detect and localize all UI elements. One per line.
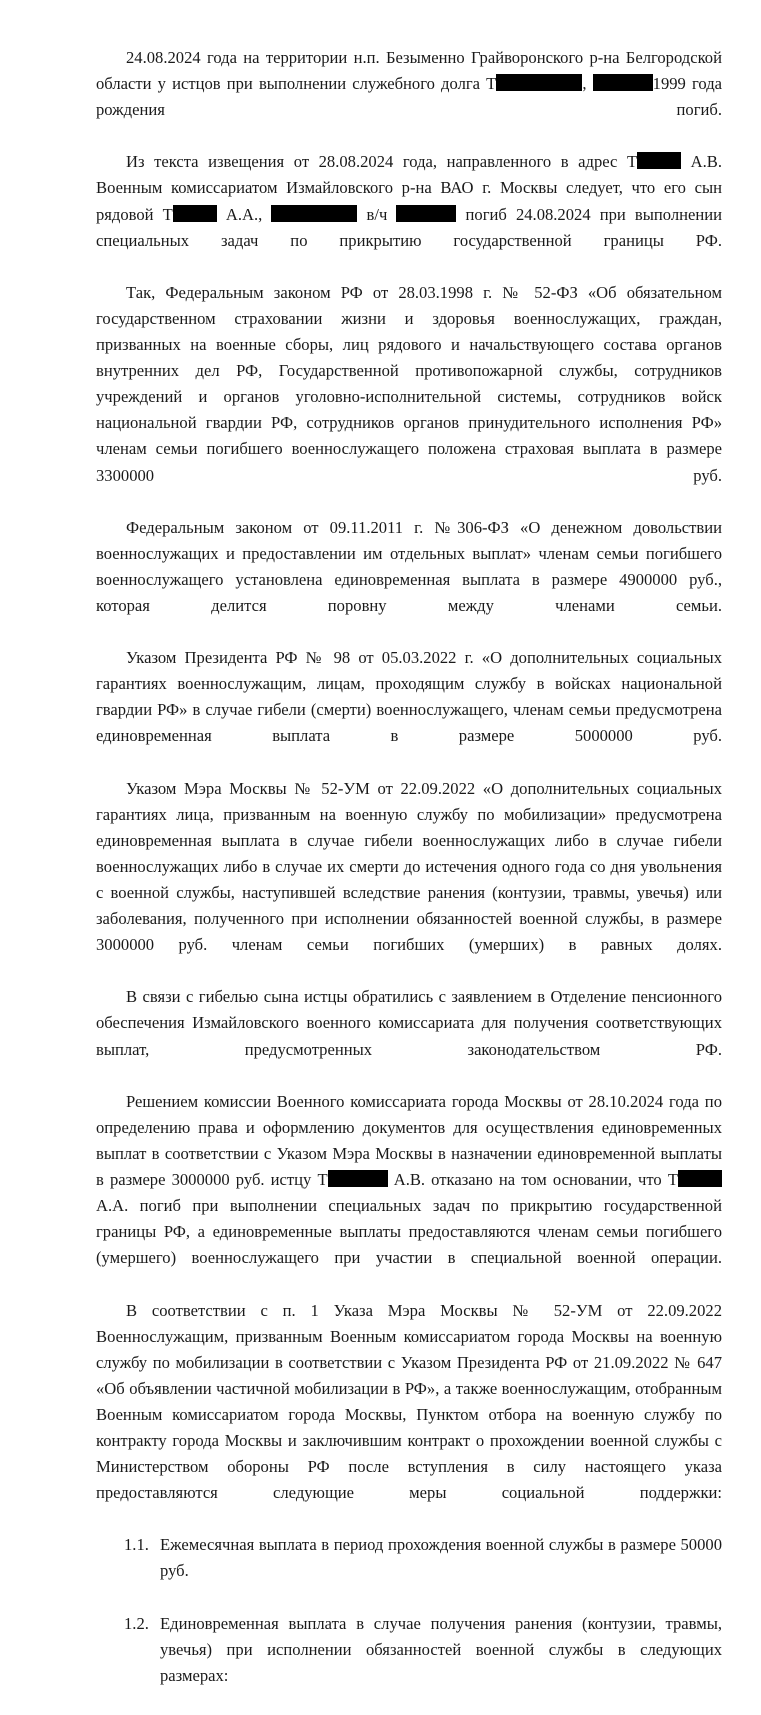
paragraph-text: А.В. отказано на том основании, что Т: [387, 1170, 678, 1190]
paragraph-text: погиб 24.08.2024 при выполнении специальных задач по прикрытию государственной границы РФ.: [96, 204, 722, 250]
paragraph-text: В связи с гибелью сына истцы обратились с заявлением в Отделение пенсионного обеспечения Измайловского военного комиссариата для получения соответствующих выплат, предусмотренных законодательством РФ.: [96, 987, 722, 1059]
paragraph-text: в/ч: [357, 204, 397, 224]
paragraph-text: В соответствии с п. 1 Указа Мэра Москвы № 52-УМ от 22.09.2022 Военнослужащим, призванным Военным комиссариатом города Москвы на военную службу по мобилизации в соответствии с Указом Президента РФ от 21.09.2022 № 647 «Об объявлении частичной мобилизации в РФ», а также военнослужащим, отобранным Военным комиссариатом города Москвы, Пунктом отбора на военную службу по контракту города Москвы и заключившим контракт о прохождении военной службы с Министерством обороны РФ после вступления в силу настоящего указа предоставляются следующие меры социальной поддержки:: [96, 1300, 722, 1503]
redaction-bar: [678, 1170, 722, 1187]
list-item: [96, 1611, 722, 1715]
paragraph-text: Так, Федеральным законом РФ от 28.03.1998 г. № 52-ФЗ «Об обязательном государственном страховании жизни и здоровья военнослужащих, граждан, призванных на военные сборы, лиц рядового и начальствующего состава органов внутренних дел РФ, Государственной противопожарной службы, сотрудников учреждений и органов уголовно-исполнительной системы, сотрудников войск национальной гвардии РФ, сотрудников органов принудительного исполнения РФ» членам семьи погибшего военнослужащего положена страховая выплата в размере 3300000 руб.: [96, 282, 722, 485]
para-fz-52: [96, 280, 722, 515]
para-death-notice: [96, 45, 722, 149]
redaction-bar: [496, 74, 582, 91]
paragraph-text: Указом Президента РФ № 98 от 05.03.2022 г. «О дополнительных социальных гарантиях военнослужащим, лицам, проходящим службу в войсках национальной гвардии РФ» в случае гибели (смерти) военнослужащего, членам семьи предусмотрена единовременная выплата в размере 5000000 руб.: [96, 648, 722, 746]
paragraph-text: 24.08.2024 года на территории н.п. Безыменно Грайворонского р-на Белгородской области у истцов при выполнении служебного долга Т: [96, 48, 722, 94]
paragraph-text: Федеральным законом от 09.11.2011 г. №306-ФЗ «О денежном довольствии военнослужащих и предоставлении им отдельных выплат» членам семьи погибшего военнослужащего установлена единовременная выплата в размере 4900000 руб., которая делится поровну между членами семьи.: [96, 517, 722, 615]
para-ukaz-52um: [96, 776, 722, 985]
paragraphs-container: [96, 45, 722, 1532]
redaction-bar: [271, 205, 357, 222]
para-ukaz-98: [96, 645, 722, 775]
numbered-list: [96, 1532, 722, 1715]
list-item-text: Ежемесячная выплата в период прохождения военной службы в размере 50000 руб.: [160, 1535, 722, 1581]
paragraph-text: А.А. погиб при выполнении специальных задач по прикрытию государственной границы РФ, а единовременные выплаты предоставляются членам семьи погибшего (умершего) военнослужащего при участии в специальной военной операции.: [96, 1196, 722, 1268]
para-application: [96, 984, 722, 1088]
para-notification-text: [96, 149, 722, 279]
list-item-number: 1.2.: [124, 1613, 149, 1633]
redaction-bar: [173, 205, 217, 222]
para-fz-306: [96, 515, 722, 645]
redaction-bar: [328, 1170, 388, 1187]
paragraph-text: ,: [582, 74, 593, 94]
list-item-number: 1.1.: [124, 1535, 149, 1555]
numbered-list-container: [96, 1532, 722, 1715]
redaction-bar: [396, 205, 456, 222]
redaction-bar: [637, 152, 681, 169]
document-body: [96, 45, 722, 1715]
list-item: [96, 1532, 722, 1610]
redaction-bar: [593, 74, 653, 91]
list-item-text: Единовременная выплата в случае получения ранения (контузии, травмы, увечья) при исполнении обязанностей военной службы в следующих размерах:: [160, 1613, 722, 1685]
paragraph-text: Указом Мэра Москвы № 52-УМ от 22.09.2022 «О дополнительных социальных гарантиях лица, призванным на военную службу по мобилизации» предусмотрена единовременная выплата в случае гибели военнослужащих либо в случае гибели военнослужащих либо в случае их смерти до истечения одного года со дня увольнения с военной службы, наступившей вследствие ранения (контузии, травмы, увечья) или заболевания, полученного при исполнении обязанностей военной службы, в размере 3000000 руб. членам семьи погибших (умерших) в равных долях.: [96, 778, 722, 955]
paragraph-text: 1999 года рождения погиб.: [96, 74, 723, 120]
paragraph-text: А.А.,: [216, 204, 272, 224]
paragraph-text: Решением комиссии Военного комиссариата города Москвы от 28.10.2024 года по определению права и оформлению документов для осуществления единовременных выплат в соответствии с Указом Мэра Москвы в назначении единовременной выплаты в размере 3000000 руб. истцу Т: [96, 1091, 722, 1190]
para-commission-decision: [96, 1089, 722, 1298]
paragraph-text: Из текста извещения от 28.08.2024 года, направленного в адрес Т: [126, 152, 638, 172]
paragraph-text: А.В. Военным комиссариатом Измайловского р-на ВАО г. Москвы следует, что его сын рядовой Т: [96, 152, 722, 224]
para-p1-ukaz-52um: [96, 1298, 722, 1533]
